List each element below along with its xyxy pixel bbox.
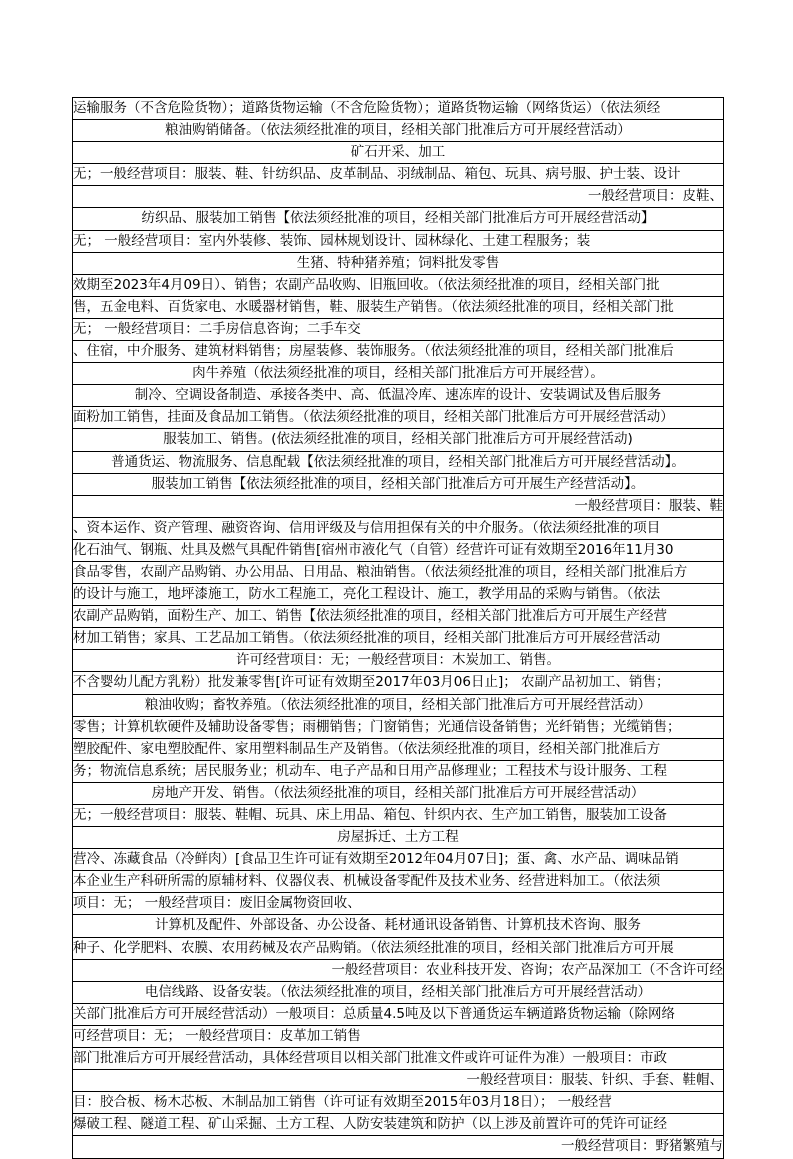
business-scope-cell: 电信线路、设备安装。（依法须经批准的项目，经相关部门批准后方可开展经营活动） — [144, 983, 652, 1000]
table-row — [73, 120, 723, 142]
business-scope-cell: 不含婴幼儿配方乳粉）批发兼零售[许可证有效期至2017年03月06日止]； 农副产品初加工、销售； — [73, 674, 670, 691]
business-scope-cell: 食品零售，农副产品购销、办公用品、日用品、粮油销售。（依法须经批准的项目，经相关部门批准后方 — [73, 563, 688, 580]
business-scope-cell: 的设计与施工，地坪漆施工，防水工程施工，亮化工程设计、施工，教学用品的采购与销售。（依法 — [73, 586, 661, 603]
table-row — [73, 562, 723, 584]
table-row — [73, 253, 723, 275]
table-row — [73, 1114, 723, 1136]
table-row — [73, 805, 723, 827]
table-row — [73, 297, 723, 319]
business-scope-cell: 一般经营项目：皮鞋、 — [588, 188, 723, 205]
table-row — [73, 275, 723, 297]
business-scope-cell: 无； 一般经营项目：室内外装修、装饰、园林规划设计、园林绿化、土建工程服务；装 — [73, 232, 591, 249]
table-row — [73, 1004, 723, 1026]
business-scope-cell: 务；物流信息系统；居民服务业；机动车、电子产品和日用产品修理业；工程技术与设计服务、工程 — [73, 762, 667, 779]
table-row — [73, 164, 723, 186]
table-row — [73, 341, 723, 363]
business-scope-cell: 房地产开发、销售。（依法须经批准的项目，经相关部门批准后方可开展经营活动） — [151, 784, 645, 801]
business-scope-table — [72, 97, 724, 1159]
business-scope-cell: 可经营项目：无； 一般经营项目：皮革加工销售 — [73, 1027, 361, 1044]
table-row — [73, 385, 723, 407]
business-scope-cell: 售，五金电料、百货家电、水暖器材销售，鞋、服装生产销售。（依法须经批准的项目，经相关部门批 — [73, 298, 674, 315]
table-row — [73, 1136, 723, 1158]
business-scope-cell: 纺织品、服装加工销售【依法须经批准的项目，经相关部门批准后方可开展经营活动】 — [141, 210, 655, 227]
table-row — [73, 650, 723, 672]
table-row — [73, 1026, 723, 1048]
table-row — [73, 474, 723, 496]
business-scope-cell: 无；一般经营项目：服装、鞋帽、玩具、床上用品、箱包、针织内衣、生产加工销售，服装加工设备 — [73, 807, 667, 823]
business-scope-cell: 面粉加工销售，挂面及食品加工销售。（依法须经批准的项目，经相关部门批准后方可开展经营活动） — [73, 409, 674, 426]
table-row — [73, 208, 723, 230]
table-row — [73, 672, 723, 694]
business-scope-cell: 化石油气、钢瓶、灶具及燃气具配件销售[宿州市液化气（自管）经营许可证有效期至2016年11月30 — [73, 541, 674, 558]
table-row — [73, 584, 723, 606]
business-scope-cell: 无； 一般经营项目：二手房信息咨询；二手车交 — [73, 320, 361, 337]
business-scope-cell: 效期至2023年4月09日）、销售；农副产品收购、旧瓶回收。（依法须经批准的项目，经相关部门批 — [73, 276, 660, 293]
table-row — [73, 429, 723, 451]
business-scope-cell: 许可经营项目：无；一般经营项目：木炭加工、销售。 — [236, 652, 560, 669]
business-scope-cell: 运输服务（不含危险货物）；道路货物运输（不含危险货物）；道路货物运输（网络货运）（依法须经 — [73, 100, 661, 116]
table-row — [73, 452, 723, 474]
business-scope-cell: 一般经营项目：服装、鞋 — [574, 497, 723, 514]
business-scope-cell: 一般经营项目：农业科技开发、咨询；农产品深加工（不含许可经 — [331, 961, 723, 978]
table-row — [73, 827, 723, 849]
business-scope-cell: 本企业生产科研所需的原辅材料、仪器仪表、机械设备零配件及技术业务、经营进料加工。（依法须 — [73, 873, 661, 890]
business-scope-cell: 计算机及配件、外部设备、办公设备、耗材通讯设备销售、计算机技术咨询、服务 — [155, 917, 641, 934]
table-row — [73, 142, 723, 164]
business-scope-cell: 服装加工、销售。(依法须经批准的项目，经相关部门批准后方可开展经营活动) — [163, 431, 633, 448]
business-scope-cell: 矿石开采、加工 — [350, 144, 446, 161]
business-scope-cell: 制冷、空调设备制造、承接各类中、高、低温冷库、速冻库的设计、安装调试及售后服务 — [134, 387, 662, 404]
table-row — [73, 739, 723, 761]
business-scope-cell: 部门批准后方可开展经营活动，具体经营项目以相关部门批准文件或许可证件为准）一般项目：市政 — [73, 1050, 667, 1067]
table-row — [73, 363, 723, 385]
table-row — [73, 628, 723, 650]
business-scope-cell: 房屋拆迁、土方工程 — [337, 829, 459, 846]
table-row — [73, 1070, 723, 1092]
business-scope-cell: 塑胶配件、家电塑胶配件、家用塑料制品生产及销售。（依法须经批准的项目，经相关部门批准后方 — [73, 740, 661, 757]
table-row — [73, 1092, 723, 1114]
business-scope-cell: 生猪、特种猪养殖；饲料批发零售 — [296, 254, 500, 271]
business-scope-cell: 一般经营项目：服装、针织、手套、鞋帽、 — [466, 1072, 723, 1089]
table-row — [73, 761, 723, 783]
business-scope-cell: 肉牛养殖（依法须经批准的项目，经相关部门批准后方可开展经营）。 — [192, 365, 604, 382]
table-row — [73, 407, 723, 429]
business-scope-cell: 粮油收购；畜牧养殖。（依法须经批准的项目，经相关部门批准后方可开展经营活动） — [144, 696, 652, 713]
business-scope-cell: 目：胶合板、杨木芯板、木制品加工销售（许可证有效期至2015年03月18日）； 一般经营 — [73, 1094, 612, 1111]
business-scope-cell: 、住宿，中介服务、建筑材料销售；房屋装修、装饰服务。（依法须经批准的项目，经相关部门批准后 — [73, 343, 674, 360]
business-scope-cell: 普通货运、物流服务、信息配载【依法须经批准的项目，经相关部门批准后方可开展经营活动】。 — [111, 453, 685, 470]
business-scope-cell: 、资本运作、资产管理、融资咨询、信用评级及与信用担保有关的中介服务。（依法须经批准的项目 — [73, 519, 661, 536]
table-row — [73, 496, 723, 518]
table-row — [73, 982, 723, 1004]
table-row — [73, 893, 723, 915]
business-scope-cell: 粮油购销储备。（依法须经批准的项目，经相关部门批准后方可开展经营活动） — [165, 122, 631, 139]
table-row — [73, 98, 723, 120]
table-row — [73, 695, 723, 717]
table-row — [73, 783, 723, 805]
table-row — [73, 938, 723, 960]
table-row — [73, 186, 723, 208]
business-scope-cell: 农副产品购销，面粉生产、加工、销售【依法须经批准的项目，经相关部门批准后方可开展生产经营 — [73, 608, 667, 625]
business-scope-cell: 种子、化学肥料、农膜、农用药械及农产品购销。（依法须经批准的项目，经相关部门批准后方可开展 — [73, 939, 674, 956]
business-scope-cell: 服装加工销售【依法须经批准的项目，经相关部门批准后方可开展生产经营活动】。 — [151, 475, 645, 492]
business-scope-cell: 爆破工程、隧道工程、矿山采掘、土方工程、人防安装建筑和防护（以上涉及前置许可的凭许可证经 — [73, 1116, 667, 1133]
table-row — [73, 540, 723, 562]
business-scope-cell: 一般经营项目：野猪繁殖与 — [561, 1138, 723, 1155]
business-scope-cell: 无；一般经营项目：服装、鞋、针纺织品、皮革制品、羽绒制品、箱包、玩具、病号服、护士装、设计 — [73, 166, 681, 183]
business-scope-cell: 项目：无； 一般经营项目：废旧金属物资回收、 — [73, 895, 361, 912]
table-row — [73, 231, 723, 253]
table-row — [73, 1048, 723, 1070]
table-row — [73, 871, 723, 893]
table-row — [73, 915, 723, 937]
business-scope-cell: 营冷、冻藏食品（冷鲜肉）[食品卫生许可证有效期至2012年04月07日]；蛋、禽、水产品、调味品销 — [73, 851, 679, 868]
business-scope-cell: 关部门批准后方可开展经营活动）一般项目：总质量4.5吨及以下普通货运车辆道路货物运输（除网络 — [73, 1005, 675, 1022]
table-row — [73, 849, 723, 871]
table-row — [73, 518, 723, 540]
business-scope-cell: 材加工销售；家具、工艺品加工销售。（依法须经批准的项目，经相关部门批准后方可开展经营活动 — [73, 630, 661, 647]
table-row — [73, 717, 723, 739]
table-row — [73, 606, 723, 628]
table-row — [73, 319, 723, 341]
business-scope-cell: 零售；计算机软硬件及辅助设备零售；雨棚销售；门窗销售；光通信设备销售；光纤销售；光缆销售； — [73, 718, 681, 735]
table-row — [73, 960, 723, 982]
